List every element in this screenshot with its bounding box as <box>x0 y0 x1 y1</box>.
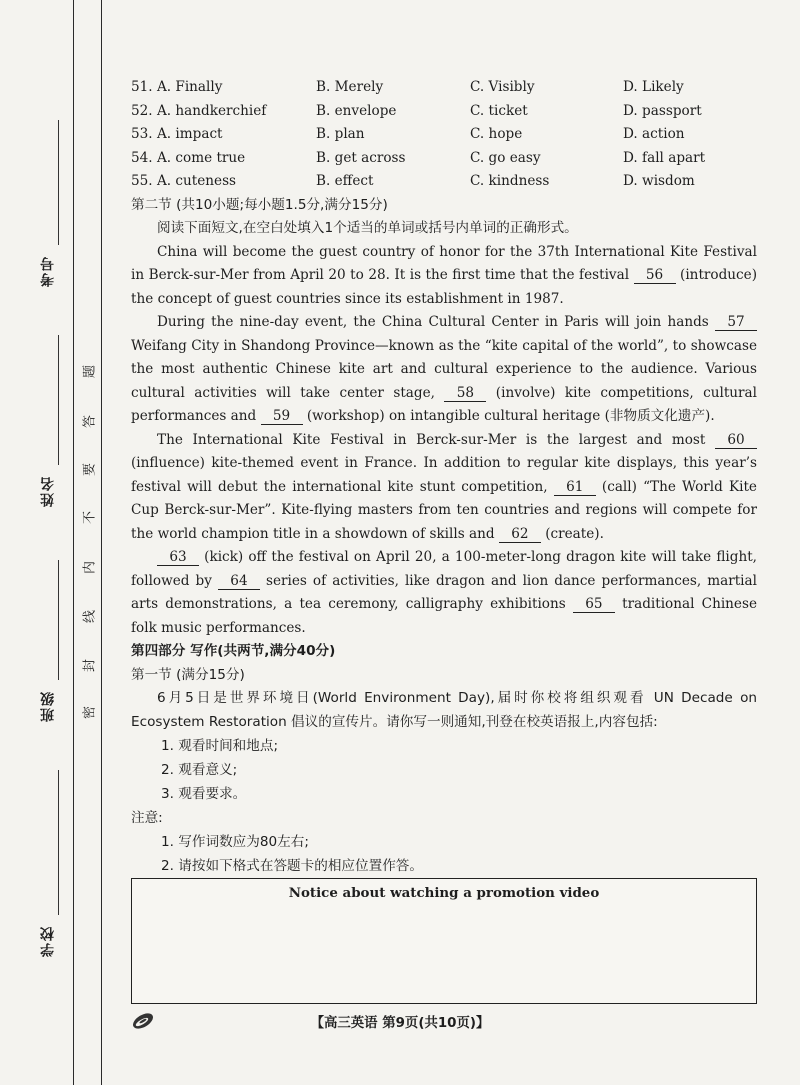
passage-text: The International Kite Festival in Berck-sur-Mer is the largest and most <box>157 431 715 448</box>
passage-text: series of activities, like dragon and lion dance performances, martial arts demonstrations, a tea ceremony, calligraphy exhibitions <box>131 572 757 612</box>
option-d: D. passport <box>623 102 702 119</box>
seal-char: 线 <box>82 610 98 624</box>
option-c: C. hope <box>470 126 523 142</box>
option-row-55 <box>131 170 757 194</box>
prompt-item: 2. 观看意义; <box>161 762 238 778</box>
option-d: D. action <box>623 126 685 142</box>
option-b: B. effect <box>316 173 374 189</box>
option-c: C. go easy <box>470 149 541 166</box>
passage-text: China will become the guest country of honor for the 37th International Kite Festival in Berck-sur-Mer from April 20 to 28. It is the first time that the festival <box>131 243 757 283</box>
seal-char: 内 <box>82 561 98 575</box>
class-label: 班级 <box>40 690 56 722</box>
page-footer: 【高三英语 第9页(共10页)】 <box>310 1016 490 1031</box>
prompt-item: 3. 观看要求。 <box>161 786 247 802</box>
school-line <box>58 770 59 915</box>
option-a: 55. A. cuteness <box>131 173 237 189</box>
blank-63[interactable]: 63 <box>157 549 199 566</box>
seal-char: 答 <box>82 415 98 429</box>
seal-char: 密 <box>82 706 98 720</box>
part4-heading: 第四部分 写作(共两节,满分40分) <box>131 643 336 659</box>
passage-text: (involve) kite competitions, cultural performances and <box>131 384 757 424</box>
exam-number-label: 考号 <box>40 255 56 287</box>
option-a: 52. A. handkerchief <box>131 102 267 119</box>
option-d: D. wisdom <box>623 173 695 189</box>
section2-heading: 第二节 (共10小题;每小题1.5分,满分15分) <box>131 196 388 213</box>
blank-62[interactable]: 62 <box>499 526 541 543</box>
exam-number-line <box>58 120 59 245</box>
passage-text: During the nine-day event, the China Cultural Center in Paris will join hands <box>157 314 715 330</box>
blank-60[interactable]: 60 <box>715 432 757 449</box>
passage-text: traditional Chinese folk music performances. <box>131 596 757 636</box>
school-label: 学校 <box>40 925 56 957</box>
section2-instruction: 阅读下面短文,在空白处填入1个适当的单词或括号内单词的正确形式。 <box>157 220 578 236</box>
answer-box[interactable] <box>131 878 757 1004</box>
option-a: 51. A. Finally <box>131 79 223 95</box>
option-row-54 <box>131 147 757 171</box>
passage-paragraph-1 <box>131 241 757 312</box>
option-a: 54. A. come true <box>131 149 246 166</box>
note-label: 注意: <box>131 810 163 826</box>
blank-59[interactable]: 59 <box>261 408 303 425</box>
blank-65[interactable]: 65 <box>573 596 615 613</box>
option-a: 53. A. impact <box>131 126 223 142</box>
option-row-52 <box>131 100 757 124</box>
seal-char: 题 <box>82 365 98 379</box>
margin-line-inner <box>73 0 74 1085</box>
prompt-item: 1. 观看时间和地点; <box>161 738 279 754</box>
exam-content <box>131 76 757 878</box>
note-item: 2. 请按如下格式在答题卡的相应位置作答。 <box>161 858 423 874</box>
passage-text: (kick) off the festival on April 20, a 100-meter-long dragon kite will take flight, followed by <box>131 549 757 589</box>
blank-57[interactable]: 57 <box>715 314 757 331</box>
blank-61[interactable]: 61 <box>554 479 596 496</box>
option-b: B. Merely <box>316 79 384 95</box>
passage-text: (introduce) the concept of guest countries since its establishment in 1987. <box>131 267 758 307</box>
option-b: B. get across <box>316 149 406 166</box>
option-row-51 <box>131 76 757 100</box>
option-c: C. kindness <box>470 173 550 189</box>
passage-text: Weifang City in Shandong Province—known as the “kite capital of the world”, to showcase the most authentic Chinese kite art and cultural experience to the audience. Various cultural activities will take center stage, <box>131 337 757 401</box>
option-c: C. ticket <box>470 102 528 119</box>
option-b: B. plan <box>316 126 365 142</box>
writing-prompt: 6月5日是世界环境日(World Environment Day),届时你校将组织观看 UN Decade on Ecosystem Restoration 倡议的宣传片。请你写一则通知,刊登在校英语报上,内容包括: <box>131 690 757 730</box>
passage-paragraph-2 <box>131 311 757 429</box>
note-item: 1. 写作词数应为80左右; <box>161 834 309 850</box>
passage-text: (influence) kite-themed event in France. In addition to regular kite displays, this year’s festival will debut the international kite stunt competition, <box>131 455 757 495</box>
passage-text: (create). <box>540 525 604 542</box>
seal-char: 要 <box>82 463 98 477</box>
class-line <box>58 560 59 680</box>
option-b: B. envelope <box>316 102 397 119</box>
option-d: D. Likely <box>623 79 684 95</box>
name-line <box>58 335 59 465</box>
option-c: C. Visibly <box>470 79 535 95</box>
passage-paragraph-3 <box>131 429 757 547</box>
answer-box-title: Notice about watching a promotion video <box>288 885 600 901</box>
seal-char: 不 <box>82 511 98 525</box>
passage-text: (workshop) on intangible cultural heritage (非物质文化遗产). <box>302 408 715 424</box>
name-label: 姓名 <box>40 475 56 507</box>
part4-sub-heading: 第一节 (满分15分) <box>131 666 245 683</box>
blank-56[interactable]: 56 <box>634 267 676 284</box>
passage-text: (call) “The World Kite Cup Berck-sur-Mer”. Kite-flying masters from ten countries and regions will compete for the world champion title in a showdown of skills and <box>131 478 757 542</box>
passage-paragraph-4 <box>131 546 757 640</box>
blank-64[interactable]: 64 <box>218 573 260 590</box>
seal-char: 封 <box>82 659 98 673</box>
option-row-53 <box>131 123 757 147</box>
option-d: D. fall apart <box>623 149 706 166</box>
margin-line-outer <box>101 0 102 1085</box>
blank-58[interactable]: 58 <box>444 385 486 402</box>
